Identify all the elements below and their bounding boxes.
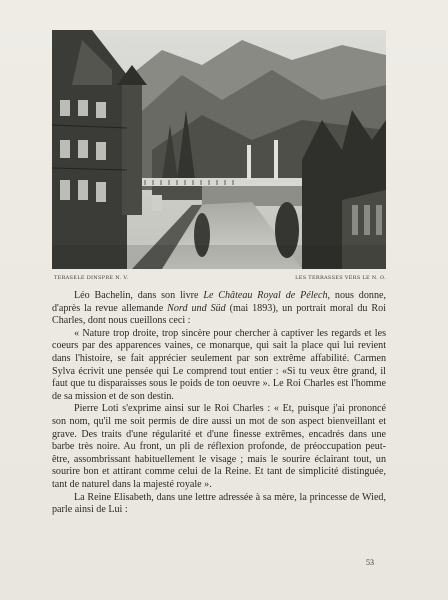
paragraph-1-text-a: Léo Bachelin, dans son livre: [74, 290, 204, 301]
paragraph-1-text-b: , nous donne, d'après la revue allemande: [52, 290, 386, 314]
paragraph-1-text-c: (mai 1893), un portrait moral du Roi Charles, dont nous cueillons ceci :: [52, 302, 386, 327]
body-text: [52, 290, 386, 517]
paragraph-2: « Nature trop droite, trop sincère pour chercher à captiver les regards et les coeurs par des apparences vaines, ce monarque, qui sait la place qui lui revient dans l'histoire, se fait apprécier seulement par son extrême affabilité. Carmen Sylva écrivit une pensée qui Le comprend tout entier : «Si tu veux être grand, il faut que tu disparaisses sous le poids de ton oeuvre ». Le Roi Charles est l'homme de sa mission et de son destin.: [52, 327, 386, 402]
photo-caption-right: LES TERRASSES VERS LE N. O.: [295, 275, 386, 281]
book-title: Le Château Royal de Pélech: [203, 290, 328, 301]
photo-terraces: [52, 30, 386, 269]
page-number: 53: [366, 558, 374, 567]
paragraph-4: La Reine Elisabeth, dans une lettre adressée à sa mère, la princesse de Wied, parle ainsi de Lui :: [52, 491, 386, 516]
paragraph-3: Pierre Loti s'exprime ainsi sur le Roi Charles : « Et, puisque j'ai prononcé son nom, qu'il me soit permis de dire aussi un mot de son aspect bienveillant et grave. Des traits d'une régularité et d'une finesse extrêmes, encadrés dans une barbe très noire. Au front, un pli de réflexion profonde, de préoccupation peut-être, assombrissant habituellement le visage ; mais le sourire éclairant tout, un sourire bon et attirant comme celui de la Reine. Et tant de simplicité distinguée, tant de naturel dans la majesté royale ».: [52, 403, 386, 490]
photo-caption-left: TERASELE DINSPRE N. V.: [54, 275, 129, 281]
paragraph-1: [52, 290, 386, 328]
journal-title: Nord und Süd: [167, 302, 226, 314]
terraces-photograph: [52, 30, 386, 269]
